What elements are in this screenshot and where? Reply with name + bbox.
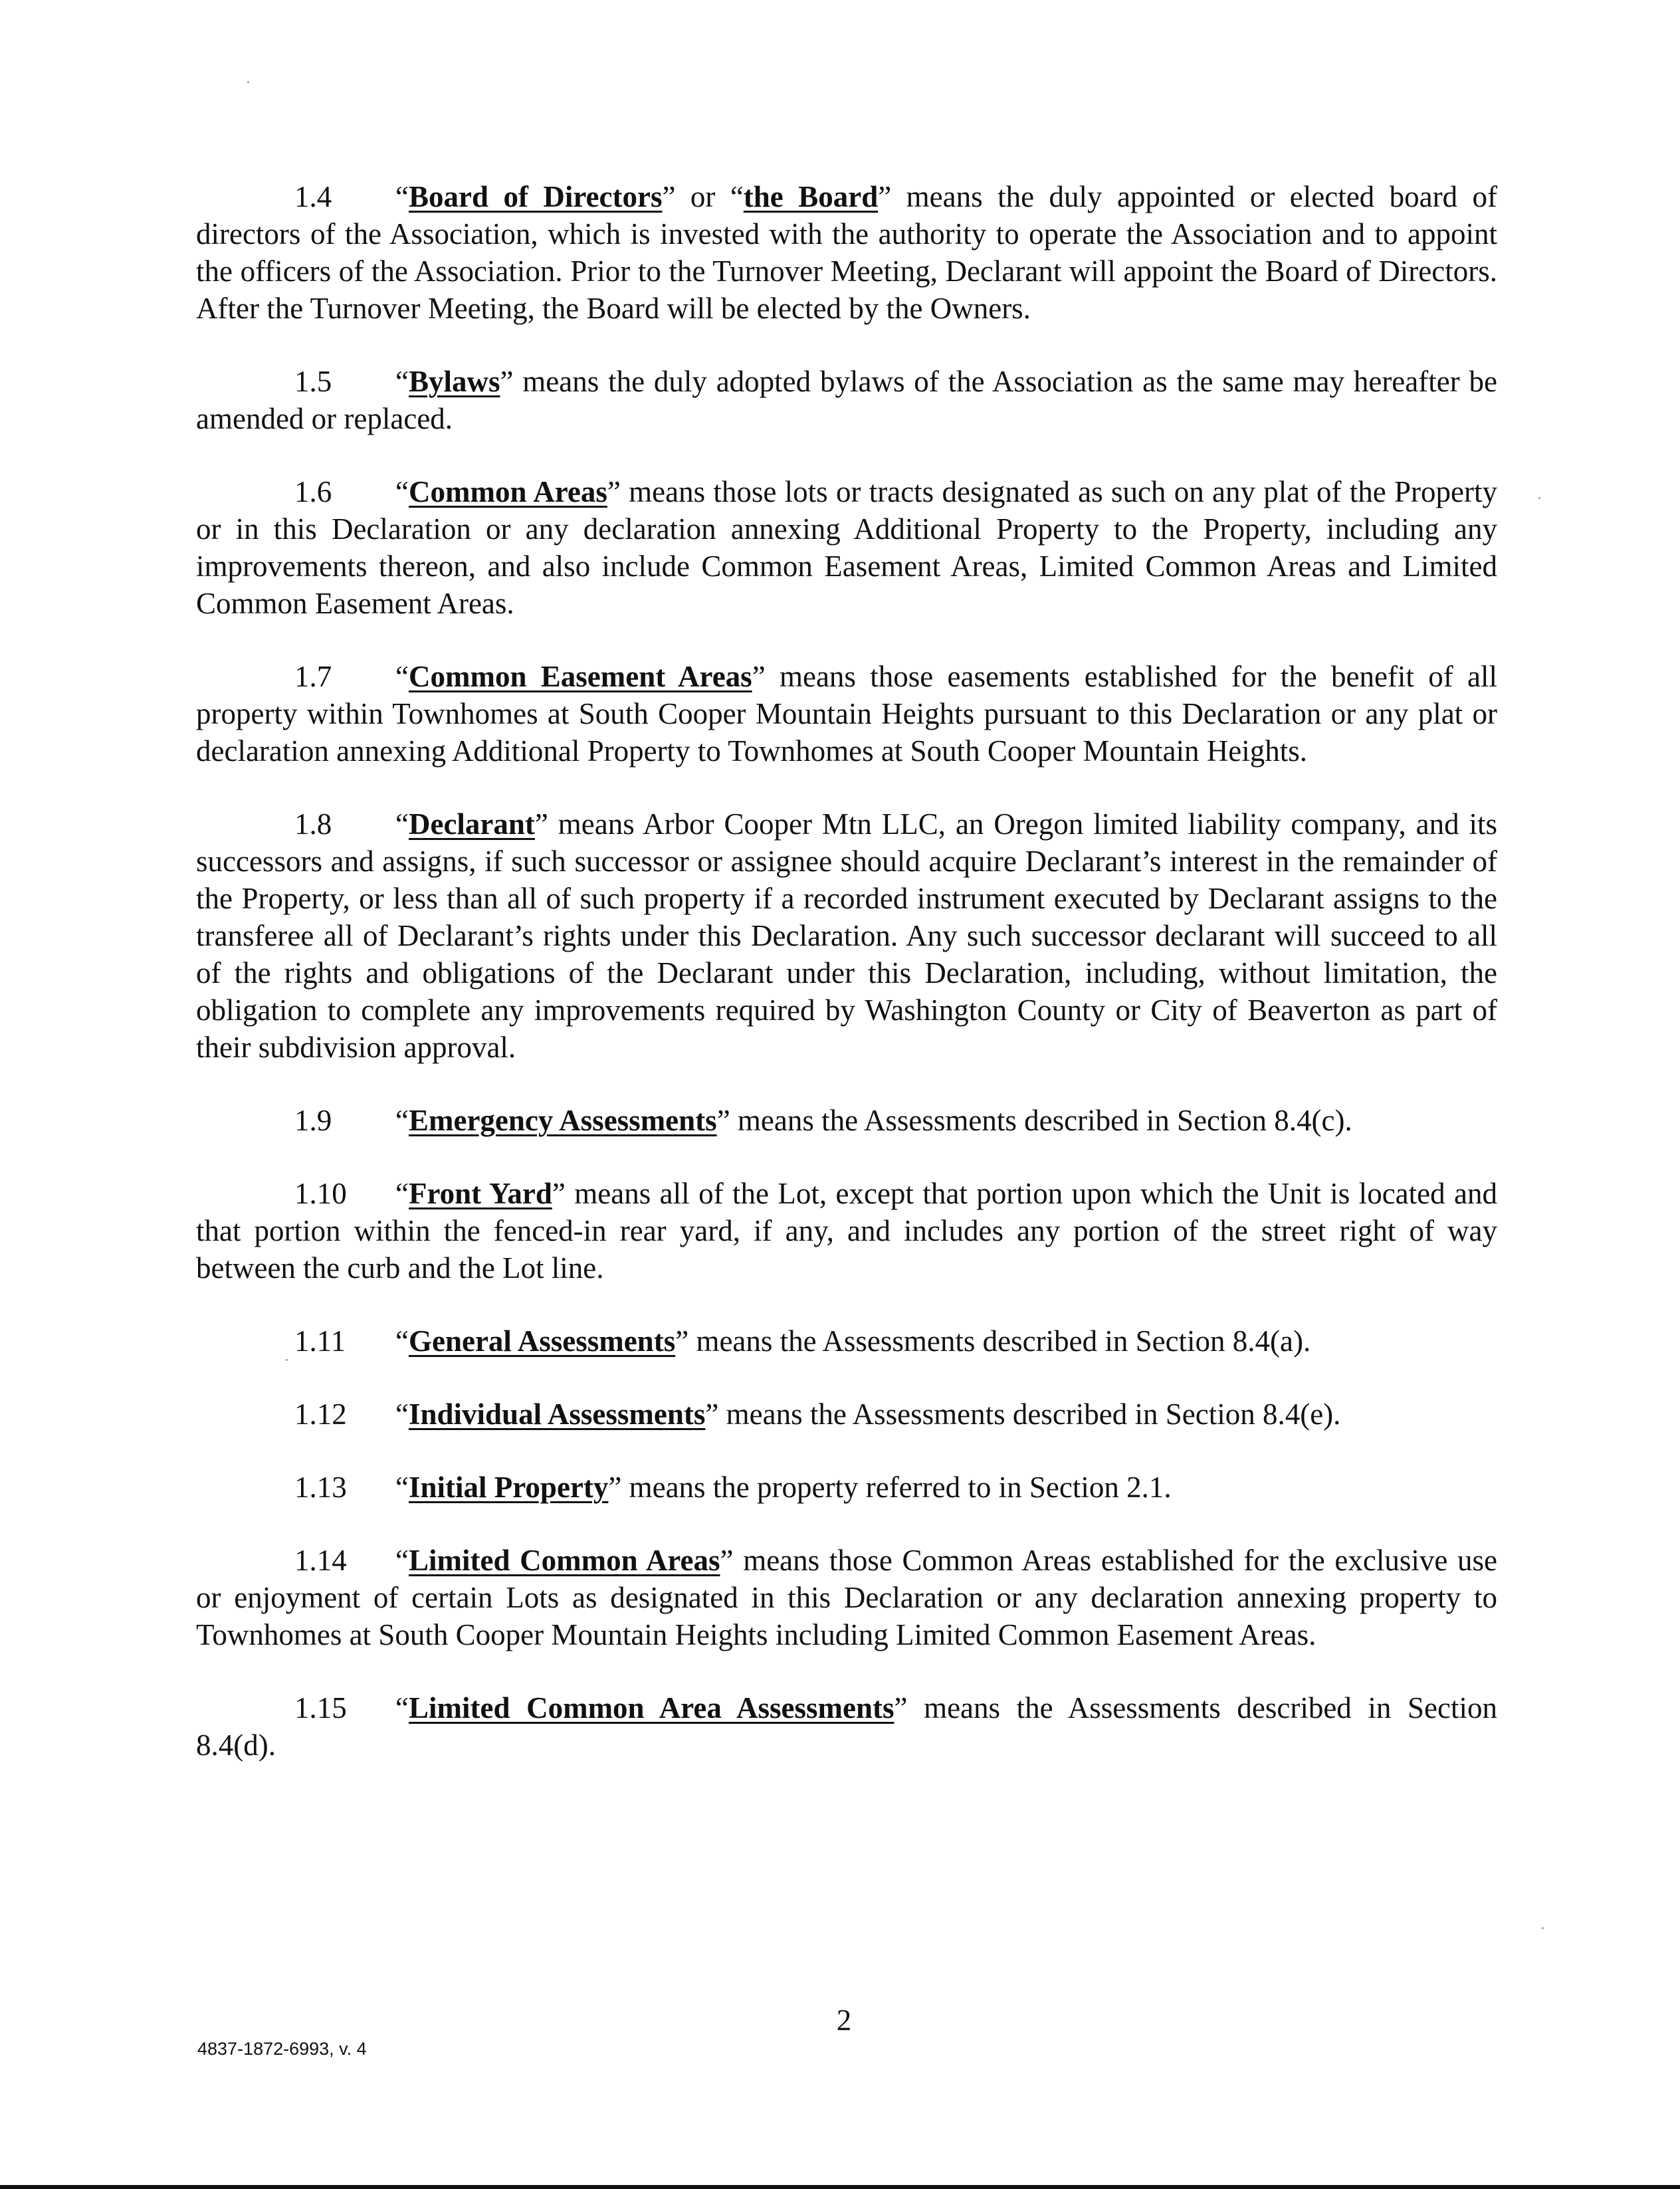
scan-speck bbox=[1542, 1927, 1544, 1929]
definition-1-12 bbox=[196, 1396, 1497, 1433]
open-quote: “ bbox=[395, 1691, 409, 1724]
definition-1-7 bbox=[196, 658, 1497, 770]
section-number: 1.9 bbox=[294, 1104, 332, 1137]
definition-text: ” means the duly adopted bylaws of the Association as the same may hereafter be amended or replaced. bbox=[196, 365, 1497, 435]
definition-1-10 bbox=[196, 1175, 1497, 1287]
term-joiner: ” or “ bbox=[662, 180, 744, 213]
definition-1-5 bbox=[196, 363, 1497, 437]
scan-speck bbox=[1538, 497, 1540, 499]
definition-1-13 bbox=[196, 1469, 1497, 1506]
definition-1-8 bbox=[196, 805, 1497, 1066]
definition-1-11 bbox=[196, 1322, 1497, 1360]
definition-text: ” means the Assessments described in Section 8.4(d). bbox=[196, 1691, 1497, 1762]
section-number: 1.5 bbox=[294, 365, 332, 398]
definition-text: ” means those easements established for the benefit of all property within Townhomes at South Cooper Mountain Heights pursuant to this Declaration or any plat or declaration annexing Additional Property to Townhomes at South Cooper Mountain Heights. bbox=[196, 660, 1497, 768]
definition-text: ” means the Assessments described in Section 8.4(c). bbox=[716, 1104, 1352, 1137]
section-number: 1.7 bbox=[294, 660, 332, 693]
definitions-section bbox=[196, 178, 1497, 1800]
definition-1-14 bbox=[196, 1542, 1497, 1653]
defined-term: Common Areas bbox=[408, 475, 607, 508]
definition-1-6 bbox=[196, 473, 1497, 622]
definition-1-15 bbox=[196, 1689, 1497, 1764]
section-number: 1.10 bbox=[294, 1177, 347, 1210]
scan-edge-line bbox=[0, 2185, 1680, 2189]
page-number: 2 bbox=[836, 2004, 852, 2037]
section-number: 1.6 bbox=[294, 475, 332, 508]
definition-text: ” means Arbor Cooper Mtn LLC, an Oregon limited liability company, and its successors and assigns, if such successor or assignee should acquire Declarant’s interest in the remainder of the Property, or less than all of such property if a recorded instrument executed by Declarant assigns to the transferee all of Declarant’s rights under this Declaration. Any such successor declarant will succeed to all of the rights and obligations of the Declarant under this Declaration, including, without limitation, the obligation to complete any improvements required by Washington County or City of Beaverton as part of their subdivision approval. bbox=[196, 807, 1497, 1064]
definition-text: ” means those Common Areas established for the exclusive use or enjoyment of certain Lots as designated in this Declaration or any declaration annexing property to Townhomes at South Cooper Mountain Heights including Limited Common Easement Areas. bbox=[196, 1544, 1497, 1651]
open-quote: “ bbox=[395, 660, 409, 693]
open-quote: “ bbox=[395, 475, 409, 508]
open-quote: “ bbox=[395, 1544, 409, 1577]
section-number: 1.8 bbox=[294, 807, 332, 841]
defined-term-alt: the Board bbox=[743, 180, 879, 213]
scan-speck bbox=[247, 81, 249, 83]
defined-term: Common Easement Areas bbox=[408, 660, 752, 693]
defined-term: Limited Common Areas bbox=[408, 1544, 720, 1577]
definition-text: ” means the property referred to in Section 2.1. bbox=[608, 1471, 1172, 1504]
definition-1-4 bbox=[196, 178, 1497, 327]
open-quote: “ bbox=[395, 1398, 409, 1431]
open-quote: “ bbox=[395, 1324, 409, 1358]
section-number: 1.14 bbox=[294, 1544, 347, 1577]
definition-text: ” means the Assessments described in Section 8.4(a). bbox=[675, 1324, 1311, 1358]
defined-term: Bylaws bbox=[408, 365, 500, 398]
scan-speck bbox=[286, 1359, 288, 1361]
definition-text: ” means those lots or tracts designated as such on any plat of the Property or in this Declaration or any declaration annexing Additional Property to the Property, including any improvements thereon, and also include Common Easement Areas, Limited Common Areas and Limited Common Easement Areas. bbox=[196, 475, 1497, 620]
open-quote: “ bbox=[395, 1104, 409, 1137]
defined-term: General Assessments bbox=[408, 1324, 676, 1358]
defined-term: Individual Assessments bbox=[408, 1398, 706, 1431]
open-quote: “ bbox=[395, 807, 409, 841]
open-quote: “ bbox=[395, 1177, 409, 1210]
section-number: 1.11 bbox=[294, 1324, 346, 1358]
defined-term: Limited Common Area Assessments bbox=[408, 1691, 894, 1724]
defined-term: Emergency Assessments bbox=[408, 1104, 717, 1137]
definition-text: ” means the duly appointed or elected board of directors of the Association, which is invested with the authority to operate the Association and to appoint the officers of the Association. Prior to the Turnover Meeting, Declarant will appoint the Board of Directors. After the Turnover Meeting, the Board will be elected by the Owners. bbox=[196, 180, 1498, 325]
section-number: 1.13 bbox=[294, 1471, 347, 1504]
section-number: 1.15 bbox=[294, 1691, 347, 1724]
definition-1-9 bbox=[196, 1102, 1497, 1139]
defined-term: Declarant bbox=[408, 807, 535, 841]
defined-term: Board of Directors bbox=[408, 180, 663, 213]
section-number: 1.12 bbox=[294, 1398, 347, 1431]
defined-term: Front Yard bbox=[408, 1177, 552, 1210]
definition-text: ” means all of the Lot, except that portion upon which the Unit is located and that portion within the fenced-in rear yard, if any, and includes any portion of the street right of way between the curb and the Lot line. bbox=[196, 1177, 1497, 1285]
open-quote: “ bbox=[395, 1471, 409, 1504]
document-id: 4837-1872-6993, v. 4 bbox=[197, 2039, 367, 2059]
open-quote: “ bbox=[395, 365, 409, 398]
definition-text: ” means the Assessments described in Section 8.4(e). bbox=[705, 1398, 1341, 1431]
section-number: 1.4 bbox=[294, 180, 332, 213]
open-quote: “ bbox=[395, 180, 409, 213]
defined-term: Initial Property bbox=[408, 1471, 609, 1504]
